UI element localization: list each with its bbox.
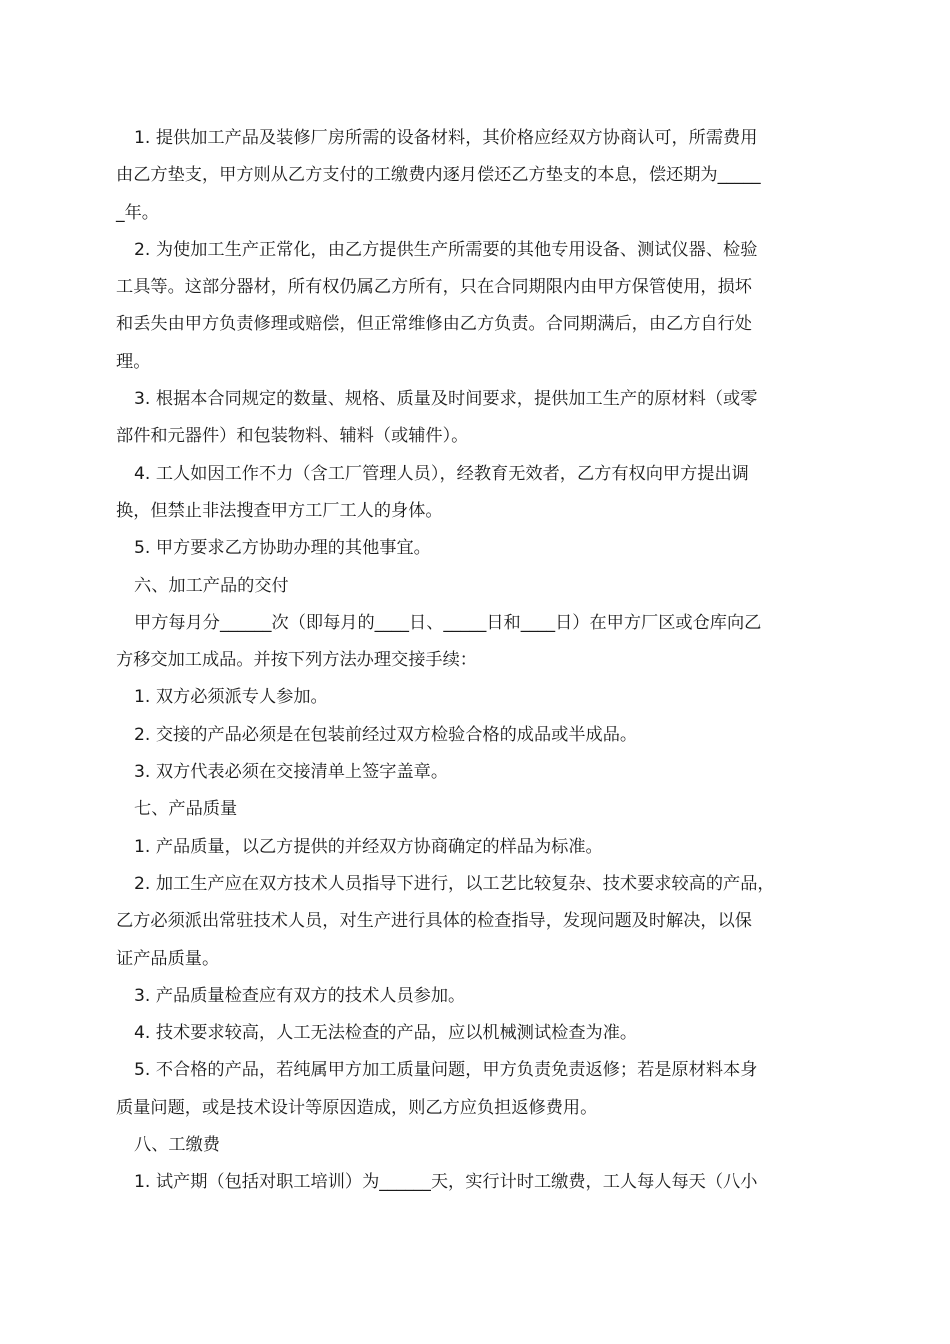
text-line: 3. 产品质量检查应有双方的技术人员参加。	[134, 985, 466, 1006]
text-line: 4. 工人如因工作不力（含工厂管理人员），经教育无效者，乙方有权向甲方提出调	[134, 463, 749, 484]
text-line: 1. 双方必须派专人参加。	[134, 687, 328, 708]
text-line: 1. 提供加工产品及装修厂房所需的设备材料，其价格应经双方协商认可，所需费用	[134, 128, 758, 148]
text-line: 工具等。这部分器材，所有权仍属乙方所有，只在合同期限内由甲方保管使用，损坏	[116, 277, 752, 298]
text-line: 和丢失由甲方负责修理或赔偿，但正常维修由乙方负责。合同期满后，由乙方自行处	[116, 314, 752, 335]
section-heading: 七、产品质量	[134, 799, 238, 820]
text-line: 证产品质量。	[116, 948, 220, 969]
text-line: 换，但禁止非法搜查甲方工厂工人的身体。	[116, 500, 443, 521]
text-line: 2. 交接的产品必须是在包装前经过双方检验合格的成品或半成品。	[134, 724, 638, 745]
text-line: 理。	[116, 351, 151, 372]
text-line: 5. 不合格的产品，若纯属甲方加工质量问题，甲方负责免责返修；若是原材料本身	[134, 1060, 758, 1081]
text-line: 3. 双方代表必须在交接清单上签字盖章。	[134, 762, 449, 783]
text-line: 乙方必须派出常驻技术人员，对生产进行具体的检查指导，发现问题及时解决，以保	[116, 911, 752, 932]
text-line: 5. 甲方要求乙方协助办理的其他事宜。	[134, 538, 431, 559]
text-line: 方移交加工成品。并按下列方法办理交接手续：	[116, 650, 477, 671]
text-line: 4. 技术要求较高，人工无法检查的产品，应以机械测试检查为准。	[134, 1023, 638, 1044]
section-heading: 八、工缴费	[134, 1135, 220, 1156]
document-body	[116, 120, 834, 1202]
text-line: 由乙方垫支，甲方则从乙方支付的工缴费内逐月偿还乙方垫支的本息，偿还期为_____	[116, 165, 761, 186]
text-line: 2. 为使加工生产正常化，由乙方提供生产所需要的其他专用设备、测试仪器、检验	[134, 239, 758, 260]
text-line: 质量问题，或是技术设计等原因造成，则乙方应负担返修费用。	[116, 1097, 598, 1118]
text-line: 1. 产品质量，以乙方提供的并经双方协商确定的样品为标准。	[134, 836, 603, 857]
text-line: 1. 试产期（包括对职工培训）为______天，实行计时工缴费，工人每人每天（八小	[134, 1172, 758, 1193]
section-heading: 六、加工产品的交付	[134, 575, 289, 596]
text-line: 3. 根据本合同规定的数量、规格、质量及时间要求，提供加工生产的原材料（或零	[134, 389, 758, 410]
text-line: _年。	[116, 202, 159, 223]
text-line: 部件和元器件）和包装物料、辅料（或辅件）。	[116, 426, 469, 447]
text-line: 2. 加工生产应在双方技术人员指导下进行，以工艺比较复杂、技术要求较高的产品，	[134, 873, 775, 894]
text-line: 甲方每月分______次（即每月的____日、_____日和____日）在甲方厂区或仓库向乙	[134, 612, 762, 633]
